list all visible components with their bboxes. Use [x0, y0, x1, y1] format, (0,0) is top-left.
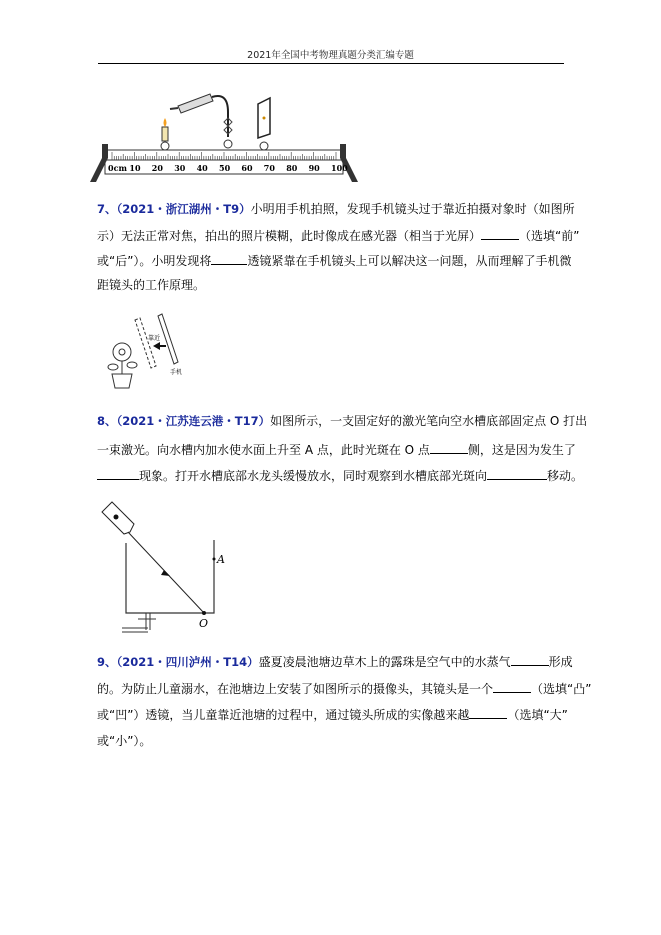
q7-text: 或“后”）。小明发现将: [97, 254, 212, 268]
q8-text: 移动。: [547, 469, 584, 483]
question-7-label: 7、（2021・浙江湖州・T9）: [97, 202, 251, 216]
candle-icon: [161, 118, 169, 150]
ruler-label: 30: [174, 163, 186, 173]
laser-pen-icon: [102, 502, 134, 534]
near-label: 靠近: [148, 335, 161, 342]
ruler-label: 50: [219, 163, 231, 173]
q8-text: 如图所示，一支固定好的激光笔向空水槽底部固定点 O 打出: [270, 414, 588, 428]
flower-icon: [108, 343, 137, 388]
q8-text: 侧，这是因为发生了: [467, 443, 576, 457]
q9-text: 盛夏凌晨池塘边草木上的露珠是空气中的水蒸气: [258, 655, 511, 669]
question-8-line-2: [97, 441, 576, 458]
question-9-line-2: [97, 680, 592, 697]
q7-text: 透镜紧靠在手机镜头上可以解决这一问题，从而理解了手机微: [247, 254, 572, 268]
answer-blank[interactable]: [211, 252, 247, 265]
point-o-label: O: [199, 617, 209, 630]
answer-blank[interactable]: [487, 467, 547, 480]
question-7-line-3: [97, 252, 572, 269]
flower-phone-figure: [98, 312, 183, 392]
q8-text: 现象。打开水槽底部水龙头缓慢放水，同时观察到水槽底部光斑向: [139, 469, 488, 483]
answer-blank[interactable]: [97, 467, 139, 480]
ruler-label: 0cm: [108, 163, 127, 173]
question-7-line-1: [97, 201, 575, 217]
q7-text: 距镜头的工作原理。: [97, 278, 206, 292]
question-9-line-3: [97, 706, 568, 723]
ruler-label: 20: [151, 163, 163, 173]
screen-icon: [258, 98, 270, 150]
question-8-label: 8、（2021・江苏连云港・T17）: [97, 414, 271, 428]
q9-text: 或“凹”）透镜，当儿童靠近池塘的过程中，通过镜头所成的实像越来越: [97, 708, 470, 722]
question-8-line-3: [97, 467, 584, 484]
laser-tank-figure: [98, 498, 238, 638]
q9-text: 或“小”）。: [97, 734, 152, 748]
ruler-label: 70: [263, 163, 275, 173]
page-header: 2021年全国中考物理真题分类汇编专题: [247, 50, 414, 61]
question-9-line-1: [97, 653, 573, 670]
ruler-label: 40: [196, 163, 208, 173]
ruler-label: 10: [129, 163, 141, 173]
header-divider: [98, 63, 564, 64]
answer-blank[interactable]: [430, 441, 468, 454]
q9-text: 形成: [548, 655, 573, 669]
answer-blank[interactable]: [493, 680, 531, 693]
q8-text: 一束激光。向水槽内加水使水面上升至 A 点，此时光斑在 O 点: [97, 443, 430, 457]
phone-label: 手机: [170, 369, 183, 376]
question-8-line-1: [97, 413, 588, 429]
question-7-line-2: [97, 227, 580, 244]
q9-text: （选填“凸”: [531, 682, 592, 696]
question-9-line-4: [97, 733, 563, 749]
q9-text: 的。为防止儿童溺水，在池塘边上安装了如图所示的摄像头，其镜头是一个: [97, 682, 494, 696]
answer-blank[interactable]: [481, 227, 519, 240]
answer-blank[interactable]: [469, 706, 507, 719]
q7-text: 示）无法正常对焦，拍出的照片模糊，此时像成在感光器（相当于光屏）: [97, 229, 482, 243]
q7-text: 小明用手机拍照，发现手机镜头过于靠近拍摄对象时（如图所: [250, 202, 575, 216]
q7-text: （选填“前”: [519, 229, 580, 243]
ruler-label: 90: [308, 163, 320, 173]
point-a-label: A: [217, 553, 225, 566]
q9-text: （选填“大”: [507, 708, 568, 722]
answer-blank[interactable]: [511, 653, 549, 666]
optical-bench-figure: [100, 82, 350, 182]
ruler-label: 100: [331, 163, 348, 173]
question-7-line-4: [97, 277, 563, 293]
syringe-icon: [170, 94, 232, 148]
faucet-icon: [122, 613, 156, 632]
question-9-label: 9、（2021・四川泸州・T14）: [97, 655, 259, 669]
ruler-label: 60: [241, 163, 253, 173]
ruler-label: 80: [286, 163, 298, 173]
